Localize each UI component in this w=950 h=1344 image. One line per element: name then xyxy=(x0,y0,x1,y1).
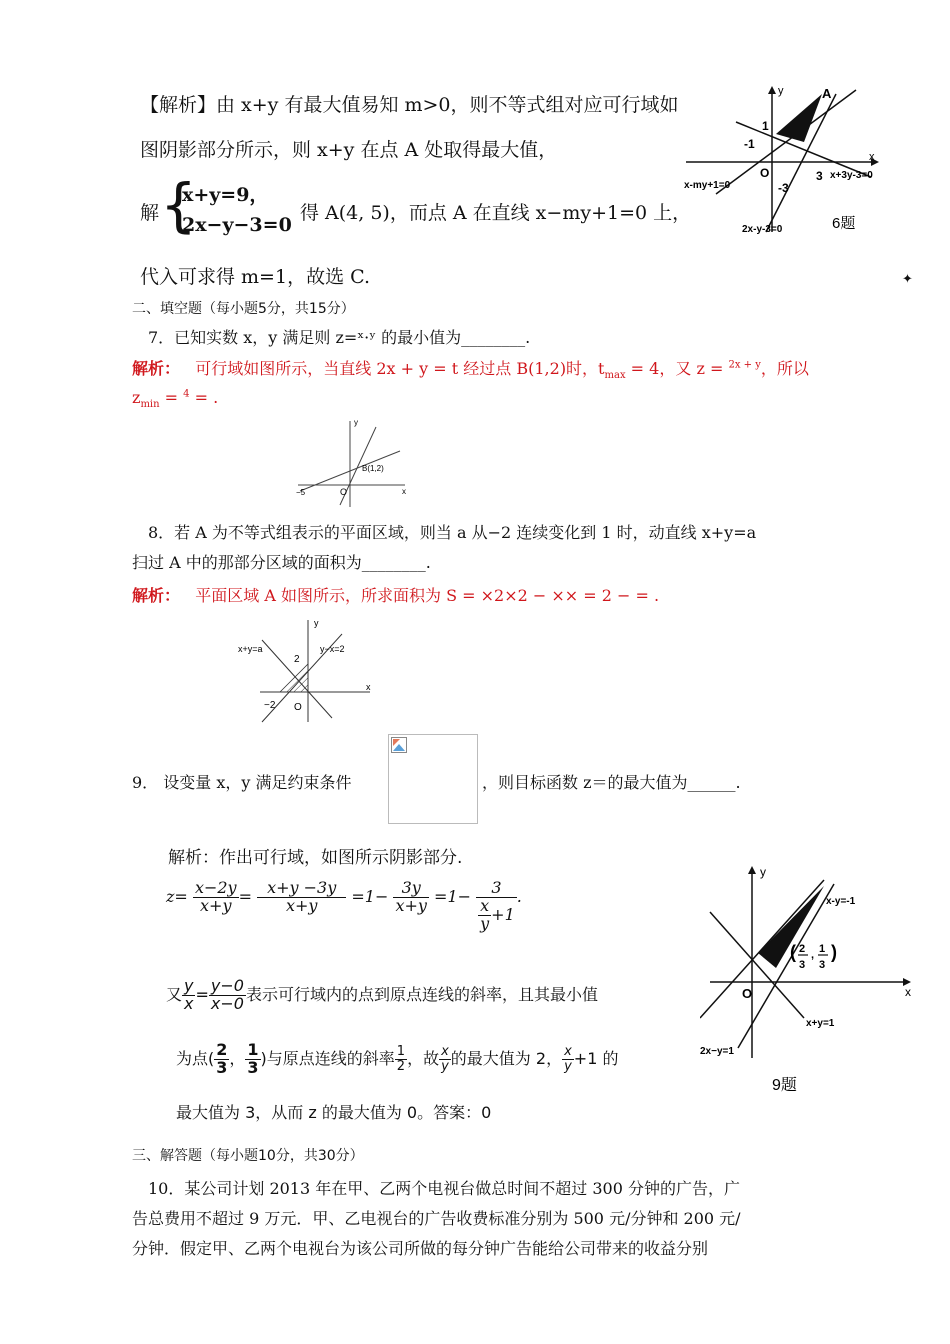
q9-pt-paren-l: ( xyxy=(790,942,796,962)
q9-f4-inner-den: y xyxy=(480,913,490,933)
q8-line-a-label: x+y=a xyxy=(238,644,263,654)
q7-label-B: B(1,2) xyxy=(362,464,384,473)
q6-label-O: O xyxy=(760,166,770,180)
q6-figure xyxy=(676,82,916,242)
q9-f4-inner-num: x xyxy=(478,898,491,916)
q9-line-c-label: 2x−y=1 xyxy=(700,1046,734,1057)
q7-sol1-sup: 2x + y xyxy=(728,359,761,371)
q9-point-line xyxy=(176,1042,618,1077)
q9-f9-den: 2 xyxy=(396,1058,406,1074)
q6-label-x: x xyxy=(869,151,875,163)
q6-caption: 6题 xyxy=(832,215,856,232)
q9-f4-num: 3 xyxy=(476,880,517,898)
q9-f1-den: x+y xyxy=(200,895,232,915)
q9-label-x: x xyxy=(905,985,911,999)
q9-f8-num: 1 xyxy=(247,1040,259,1059)
q9-f2-den: x+y xyxy=(285,895,318,915)
q7-sol2: z xyxy=(132,388,141,407)
q6-eq1: x+y=9， xyxy=(182,184,269,206)
q7-sol1: 可行域如图所示，当直线 2x + y = t 经过点 B(1,2)时，t xyxy=(195,359,605,378)
q6-label-1: 1 xyxy=(762,119,769,133)
q9-stem-b: ，则目标函数 z＝的最大值为______. xyxy=(482,773,741,792)
q7-label-m5: −5 xyxy=(296,488,306,497)
q6-line-b-label: x+3y-3=0 xyxy=(830,170,873,181)
q9-figure xyxy=(700,858,920,1098)
q9-f3-den: x+y xyxy=(395,895,427,915)
q9-pt-d1: 3 xyxy=(799,959,806,971)
q7-solution-1 xyxy=(132,356,809,381)
q9-f11-den: y xyxy=(564,1058,572,1074)
q6-label-y: y xyxy=(778,85,784,97)
q7-label-x: x xyxy=(402,487,406,496)
q8-solution xyxy=(132,583,659,606)
q8-figure xyxy=(232,612,382,727)
q7-label: 解析： xyxy=(132,359,181,378)
q9-stem-a: 9． 设变量 x，y 满足约束条件 xyxy=(132,773,352,792)
q9-eq-1m2: =1− xyxy=(434,886,472,906)
q9-missing-image xyxy=(388,734,478,824)
q8-label-O: O xyxy=(294,702,302,713)
q9-f11-num: x xyxy=(564,1044,572,1060)
q6-label-3: 3 xyxy=(816,169,823,183)
q6-label-A: A xyxy=(822,86,832,101)
q9-pt-d2: 3 xyxy=(819,959,826,971)
q9-pt-sep: ， xyxy=(229,1048,246,1068)
q8-stem-2: 扫过 A 中的那部分区域的面积为________. xyxy=(132,553,431,572)
q10-line-3: 分钟．假定甲、乙两个电视台为该公司所做的每分钟广告能给公司带来的收益分别 xyxy=(132,1239,709,1258)
q8-label-x: x xyxy=(366,682,371,692)
q9-f2-num: x+y −3y xyxy=(257,880,346,898)
q6-line-a-label: x-my+1=0 xyxy=(684,180,731,191)
q9-f10-den: y xyxy=(441,1058,449,1074)
q9-f8-den: 3 xyxy=(247,1057,259,1077)
q9-plus1: +1 的 xyxy=(573,1048,619,1068)
q9-f7-den: 3 xyxy=(216,1057,228,1077)
q9-f10-num: x xyxy=(441,1044,449,1060)
q6-eq2: 2x−y−3=0 xyxy=(182,214,292,236)
q9-slope-line: 又 $\frac{y}{x}$ = $\frac{y-0}{x-0}$ 表示可行域内的点到原点连线的斜率，且其最小值 xyxy=(166,976,598,1013)
q9-f4-tail: +1 xyxy=(491,904,515,924)
q9-eq-1m: =1− xyxy=(351,886,389,906)
q7-sol2-sub: min xyxy=(140,399,160,411)
q6-line2: 图阴影部分所示，则 x+y 在点 A 处取得最大值， xyxy=(140,139,558,161)
q7-label-y: y xyxy=(354,418,358,427)
q7-sol1b: = 4，又 z = xyxy=(625,359,729,378)
q9-sol-line1: 解析：作出可行域，如图所示阴影部分. xyxy=(168,848,463,868)
q8-stem-1: 8．若 A 为不等式组表示的平面区域，则当 a 从−2 连续变化到 1 时，动直线 x+y=a xyxy=(148,523,757,542)
q9-max2: 的最大值为 2， xyxy=(450,1048,563,1068)
q8-label: 解析： xyxy=(132,586,181,605)
q8-line-b-label: y−x=2 xyxy=(320,644,345,654)
q8-label-y: y xyxy=(314,618,319,628)
q9-f1-num: x−2y xyxy=(194,878,237,897)
q8-label-m2: −2 xyxy=(264,700,276,711)
broken-image-icon xyxy=(391,737,407,753)
q9-line-a-label: x-y=-1 xyxy=(826,896,856,907)
q10-line-1: 10．某公司计划 2013 年在甲、乙两个电视台做总时间不超过 300 分钟的广告，广 xyxy=(148,1179,740,1198)
q7-label-O: O xyxy=(340,487,348,497)
q6-y-arrow xyxy=(768,86,776,94)
q9-f6-num: y−0 xyxy=(210,976,244,995)
q9-f7-num: 2 xyxy=(216,1040,228,1059)
q8-label-2: 2 xyxy=(294,654,300,665)
q10-line-2: 告总费用不超过 9 万元．甲、乙电视台的广告收费标准分别为 500 元/分钟和 200 元/ xyxy=(132,1209,741,1228)
q8-sol: 平面区域 A 如图所示，所求面积为 S = ×2×2 − ×× = 2 − = . xyxy=(195,586,660,605)
q6-solve-suffix: 得 A(4, 5)，而点 A 在直线 x−my+1=0 上， xyxy=(300,202,692,224)
q6-brace: { xyxy=(160,171,197,239)
q9-line-b-label: x+y=1 xyxy=(806,1018,835,1029)
q6-solve-prefix: 解 xyxy=(140,202,160,224)
q8-shaded-region xyxy=(280,664,308,692)
q7-sol1c: ，所以 xyxy=(760,359,809,378)
q9-pt-prefix: 为点( xyxy=(176,1048,215,1068)
section3-heading: 三、解答题（每小题10分，共30分） xyxy=(132,1148,364,1164)
q6-label-m3: -3 xyxy=(778,181,789,195)
q9-y-arrow xyxy=(748,866,756,874)
q9-z-eq: z= xyxy=(166,886,188,906)
section2-heading: 二、填空题（每小题5分，共15分） xyxy=(132,301,355,317)
q7-sol2c: = . xyxy=(189,388,219,407)
q9-pt-comma: , xyxy=(811,949,815,961)
q9-pt-n1: 2 xyxy=(799,943,806,955)
q9-f5-num: y xyxy=(184,976,194,995)
q9-pt-suffix: )与原点连线的斜率 xyxy=(260,1048,395,1068)
q9-f5-den: x xyxy=(184,993,194,1013)
q9-label-O: O xyxy=(742,986,753,1001)
q6-label-m1: -1 xyxy=(744,137,755,151)
q9-f9-num: 1 xyxy=(396,1044,406,1060)
q9-f3-num: 3y xyxy=(393,880,428,898)
q6-line-c-label: 2x-y-3=0 xyxy=(742,224,783,235)
q9-f6-den: x−0 xyxy=(210,993,244,1013)
q9-pt-paren-r: ) xyxy=(831,942,837,962)
q9-slope-text: 表示可行域内的点到原点连线的斜率，且其最小值 xyxy=(245,984,598,1004)
q6-line1: 【解析】由 x+y 有最大值易知 m>0，则不等式组对应可行域如 xyxy=(140,94,679,116)
q9-label-y: y xyxy=(760,865,766,879)
q9-gu: ，故 xyxy=(407,1048,440,1068)
q9-sol-last: 最大值为 3，从而 z 的最大值为 0。答案：0 xyxy=(176,1103,492,1122)
q9-caption: 9题 xyxy=(772,1077,797,1094)
q9-z-equation: z= $\frac{x-2y}{x+y}$ = $\frac{x+y -3y}{x+y}$ =1− $\frac{3y}{x+y}$ =1− 3 $\frac{x}{y}$ +1 . xyxy=(166,878,522,933)
q6-line4: 代入可求得 m=1，故选 C. xyxy=(140,266,371,288)
q7-sol2-sup: 4 xyxy=(183,388,190,400)
marker-glyph: ✦ xyxy=(902,272,913,287)
q7-sol2b: = xyxy=(159,388,184,407)
q7-stem: 7．已知实数 x，y 满足则 z=ˣ·ʸ 的最小值为________. xyxy=(148,328,531,347)
q9-pt-n2: 1 xyxy=(819,943,826,955)
q7-solution-2 xyxy=(132,388,218,410)
q7-figure xyxy=(290,415,415,510)
q9-you: 又 xyxy=(166,984,183,1004)
q7-sol1-sub: max xyxy=(604,370,626,382)
